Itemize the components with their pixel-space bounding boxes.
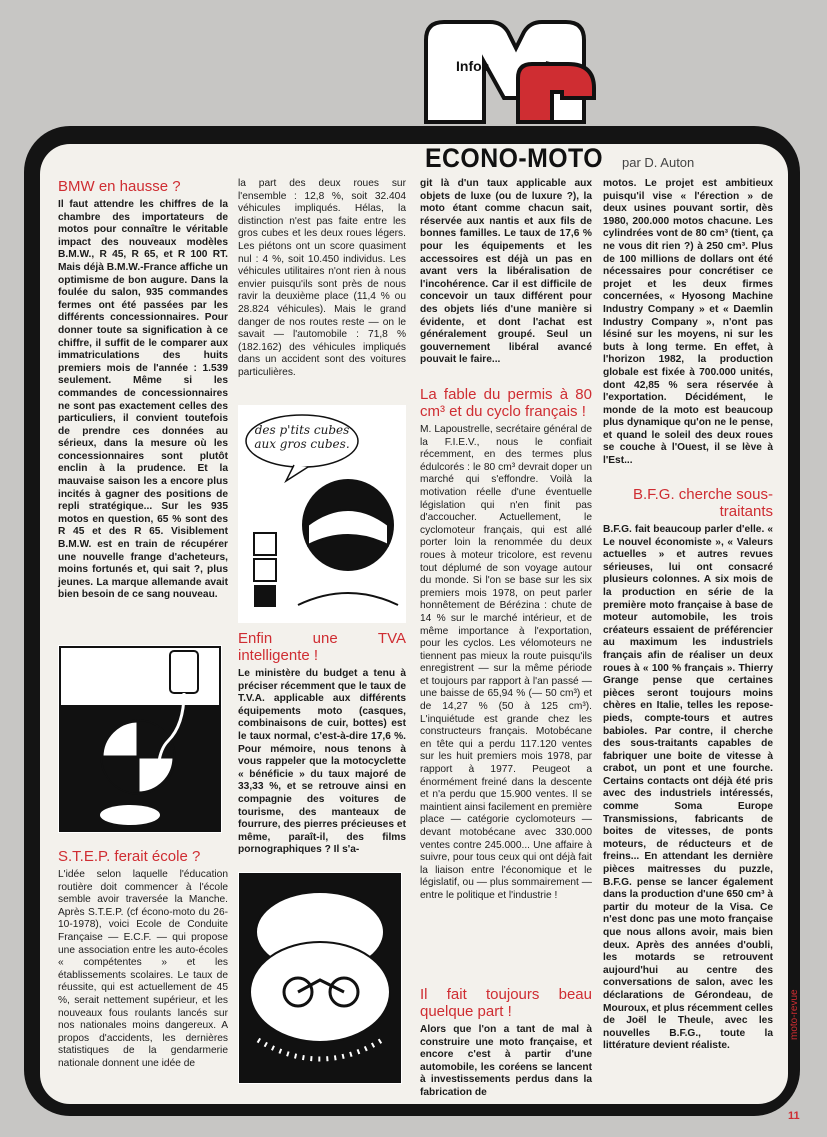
illustration-helmet-kid [238, 405, 406, 623]
headline-step: S.T.E.P. ferait école ? [58, 848, 201, 865]
byline: par D. Auton [622, 155, 695, 170]
headline-tva: Enfin une TVA intelligente ! [238, 630, 406, 664]
article-coree: motos. Le projet est ambitieux puisqu'il vise « l'érection » de deux usines pouvant sortir, dès 1980, 200.000 motos chacune. Les cylindrées vont de 80 cm³ (tient, ça ne vous dit rien ?) à 250 cm³. Plus de 100 millions de dollars ont été nécessaires pour concrétiser ce projet et les deux firmes concernées, « Hyosong Machine Industry Company » et « Daemlin Industry Company », n'ont pas lésiné sur les moyens, ni sur les buts à long terme. En effet, à l'horizon 1982, la production globale est fixée à 700.000 unités, dont 42,85 % sera réservée à l'exportation. Décidément, le monde de la moto est beaucoup plus dynamique qu'on ne le pense, et quand le soleil des deux roues se couche à l'Ouest, il se lève à l'Est... [603, 178, 773, 467]
section-title: ECONO-MOTO [425, 143, 604, 173]
column-4 [603, 178, 773, 470]
headline-permis: La fable du permis à 80 cm³ et du cyclo français ! [420, 386, 592, 420]
column-3-middle [420, 386, 592, 905]
article-bfg: B.F.G. fait beaucoup parler d'elle. « Le nouvel économiste », « Valeurs actuelles » et autres revues sérieuses, lui ont consacré plusieurs colonnes. A six mois de la production en série de la première moto française à base de moteur automobile, les trois créateurs essaient de préférencier au maximum les industriels français afin de réaliser un deux roues à « 100 % français ». Thierry Grange pense que certaines pièces seront toujours moins chères en Italie, telles les repose-pieds, compte-tours et autres babioles. Par contre, il cherche des sous-traitants capables de fabriquer une boite de vitesse à crabot, un pont et une fourche. Certains contacts ont déjà été pris avec des industriels intéressés, comme Soma Europe Transmissions, fabricants de boites de vitesses, de ponts moteurs, de réducteurs et de freins... En attendant les dernière pièces maitresses du puzzle, B.F.G. pense se lancer également dans la production d'une 650 cm³ à partir du moteur de la Visa. Ce n'est donc pas une moto française que nous allons avoir, mais bien deux. Après des années d'oubli, les motards se retrouvent aujourd'hui au centre des conversations de salon, avec les déclarations de Gérondeau, de Mouroux, et plus récemment celles de Joël le Theule, avec les nouvelles B.F.G., toute la littérature devient réaliste. [603, 524, 773, 1052]
illustration-drip-rider [58, 645, 222, 833]
column-1-lower [58, 848, 228, 1073]
cartoon-speech: des p'tits cubes aux gros cubes. [254, 423, 350, 451]
article-beau: Alors que l'on a tant de mal à construire une moto française, et encore c'est à partir d'une automobile, les coréens se lancent à investissements perdus dans la fabrication de [420, 1024, 592, 1098]
headline-bmw: BMW en hausse ? [58, 178, 181, 195]
column-4-lower [603, 486, 773, 1055]
article-bmw-cont: la part des deux roues sur l'ensemble : 12,8 %, soit 32.404 véhicules impliqués. Hélas, la distinction n'est pas faite entre les gros cubes et les deux roues légers. Les piétons ont un score quasiment nul : 4 %, soit 10.450 individus. Les véhicules utilitaires n'ont rien à nous envier puisqu'ils sont près de nous ravir la deuxième place (11,4 % ou 28.824 véhicules). Mais le grand danger de nos routes reste — on le savait — l'automobile : 71,8 % (182.162) des véhicules impliqués dans un accident sont des voitures particulières. [238, 178, 406, 378]
column-1 [58, 178, 228, 604]
illustration-pearls-motorcycle [238, 872, 402, 1084]
logo-infos-text: Infos [456, 58, 490, 74]
magazine-name: moto-revue [789, 989, 800, 1040]
headline-beau: Il fait toujours beau quelque part ! [420, 986, 592, 1020]
column-2-lower [238, 630, 406, 859]
article-tva: Le ministère du budget a tenu à préciser récemment que le taux de T.V.A. applicable aux différents équipements moto (casques, combinaisons de cuir, bottes) est le taux normal, c'est-à-dire 17,6 %. Pour mémoire, nous tenons à vous rappeler que la motocyclette « bénéficie » du taux majoré de 33,33 %, et se retrouve ainsi en compagnie des voitures de tourisme, des manteaux de fourrure, des pierres précieuses et même, paraît-il, des films pornographiques ? Il s'a- [238, 668, 406, 856]
column-3-lower [420, 986, 592, 1102]
article-tva-cont: git là d'un taux applicable aux objets de luxe (ou de luxure ?), la moto étant comme chacun sait, réservée aux nantis et aux fils de bonnes familles. Le taux de 17,6 % pour les équipements et les accessoires est déjà un pas en avant vers la libéralisation de l'incohérence. Car il est difficile de concevoir un taux différent pour des objets liés d'une manière si évidente, et dont l'achat est généralement groupé. Seul un gouvernement libéral avancé pouvait le faire... [420, 178, 592, 366]
mr-logo [420, 18, 600, 128]
article-bmw: Il faut attendre les chiffres de la chambre des importateurs de motos pour connaître le véritable impact des nouveaux modèles B.M.W., R 45, R 65, et R 100 RT. Mais déjà B.M.W.-France affiche un optimisme de bon augure. Dans la foulée du salon, 935 commandes fermes ont été passées par les différents concessionnaires. Pour donner toute sa signification à ce chiffre, il suffit de le comparer aux immatriculations des huits premiers mois de l'année : 1.539 seulement. Même si les commandes de concessionnaires ne sont pas exactement celles des particuliers, il convient toutefois de prendre ces données au sérieux, dans la mesure où les concessionnaires sont plutôt enclin à la prudence. Et la mauvaise saison les a encore plus incités à gagner des positions de repli stratégique... Sur les 935 motos en question, 65 % sont des R 45 et des R 65. Visiblement B.M.W. est en train de récupérer une nouvelle frange d'acheteurs, moins fortunés et, qui sait ?, plus jeunes. La marque allemande avait bien besoin de ce sang nouveau. [58, 199, 228, 601]
headline-bfg: B.F.G. cherche sous-traitants [632, 486, 773, 520]
column-2 [238, 178, 406, 382]
page-number: 11 [788, 1110, 800, 1122]
article-permis: M. Lapoustrelle, secrétaire général de la F.I.E.V., nous le confiait récemment, en des termes plus édulcorés : le 80 cm³ devrait doper un marché qui s'effondre. Voilà la motivation réelle d'une éventuelle législation qui n'en finit pas d'accoucher. Actuellement, le cyclomoteur français, qui est allé porter loin la renommée du deux roues à moteur tricolore, est revenu tout déplumé de son voyage autour du monde. Si l'on se base sur les six premiers mois 1978, on peut parler honnêtement de Bérézina : chute de 14 % sur le marché intérieur, et de même importance à l'exportation, pour les cyclos. Les vélomoteurs ne tiennent pas mieux la route puisqu'ils enregistrent — sur la même période et toujours par rapport à l'an passé — une baisse de 65,94 % (— 50 cm³) et de 14,27 % (50 à 125 cm³). L'inquiétude est grande chez les constructeurs français. Motobécane en tête qui a perdu 117.120 ventes sur les huit premiers mois 1978, par rapport à 1977. Peugeot a énormément freiné dans la descente et n'a perdu que 15.900 ventes. Il se maintient ainsi facilement en première place — catégorie cyclomoteurs — devant motobécane avec 330.000 ventes contre 245.000... Une affaire à suivre, pour tous ceux qui ont déjà fait la liaison entre l'économique et le législatif, ou — plus sommairement — entre le politique et l'industrie ! [420, 424, 592, 901]
column-3 [420, 178, 592, 369]
article-step: L'idée selon laquelle l'éducation routière doit commencer à l'école semble avoir traversée la Manche. Après S.T.E.P. (cf écono-moto du 26-10-1978), voici Ecole de Conduite Française — E.C.F. — qui propose une association entre les auto-écoles « compétentes » et les établissements scolaires. Le taux de réussite, qui est actuellement de 45 %, serait nettement supérieur, et les nouveaux fous roulants lancés sur nos nationales moins dangereux. A propos d'accidents, les dernières statistiques de la gendarmerie nationale donnent une idée de [58, 869, 228, 1069]
